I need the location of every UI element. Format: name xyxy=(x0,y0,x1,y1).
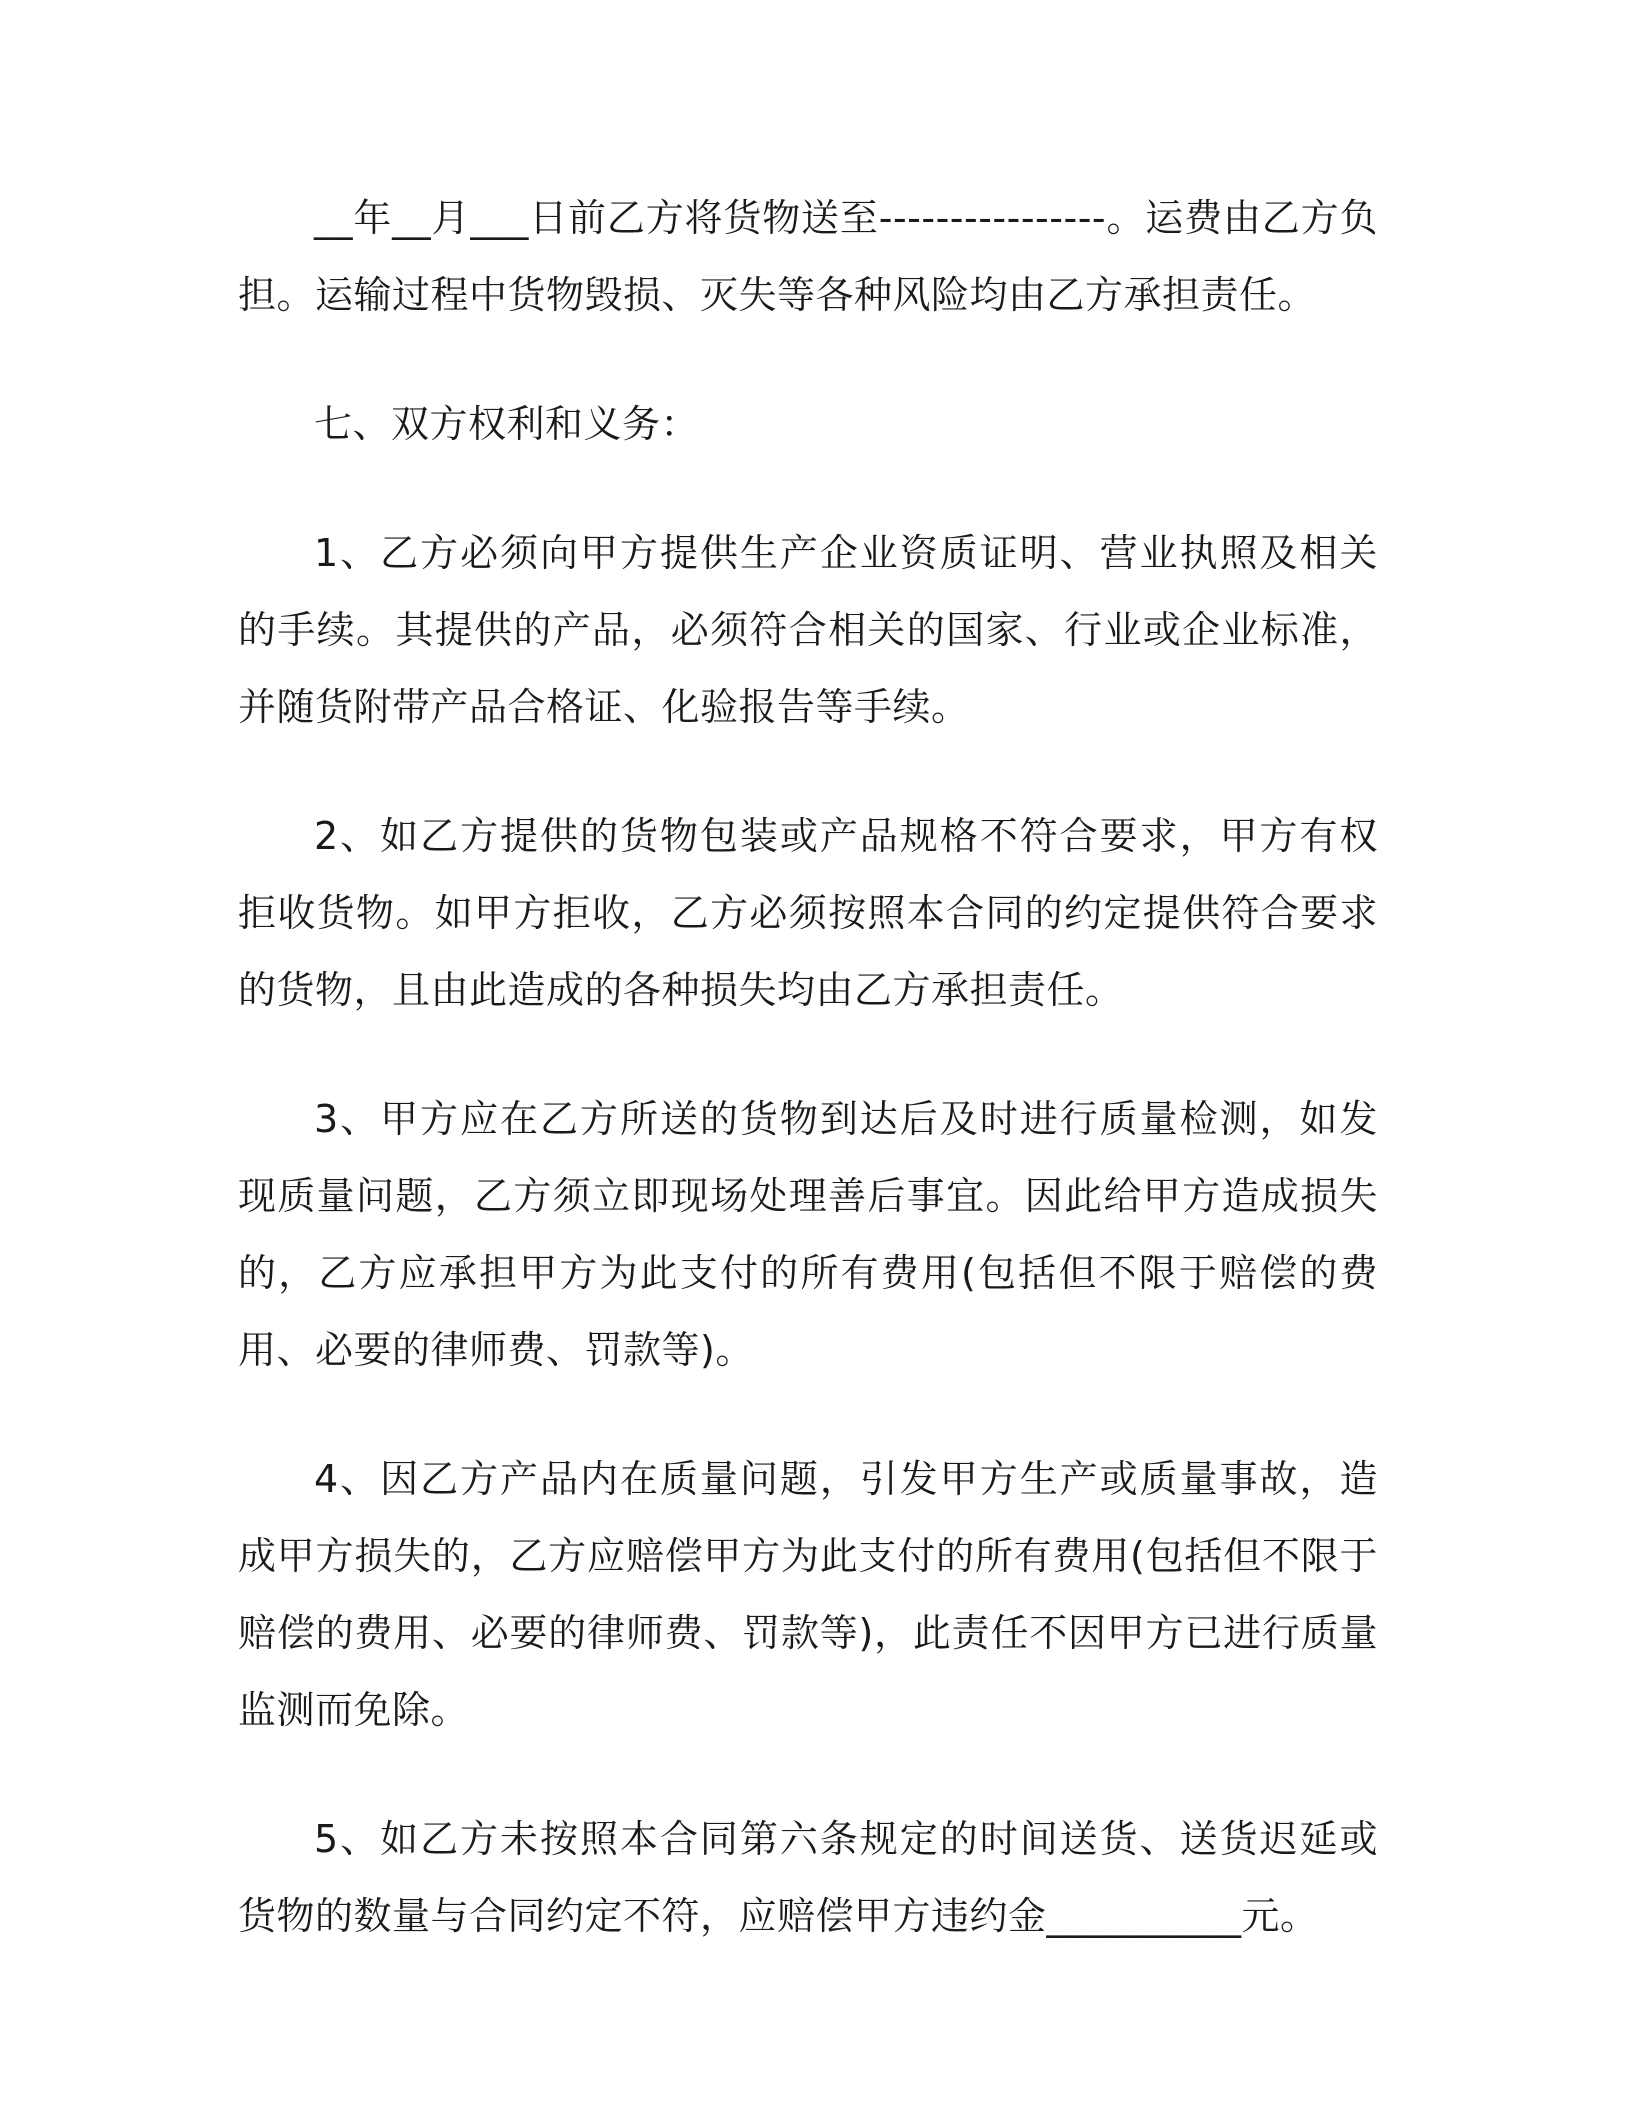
paragraph-clause-3: 3、甲方应在乙方所送的货物到达后及时进行质量检测，如发现质量问题，乙方须立即现场处理善后事宜。因此给甲方造成损失的，乙方应承担甲方为此支付的所有费用(包括但不限于赔偿的费用、必要的律师费、罚款等)。 xyxy=(238,1097,1378,1372)
section-heading-rights-obligations: 七、双方权利和义务： xyxy=(314,402,700,446)
document-body xyxy=(238,180,1378,2007)
paragraph-clause-1: 1、乙方必须向甲方提供生产企业资质证明、营业执照及相关的手续。其提供的产品，必须符合相关的国家、行业或企业标准，并随货附带产品合格证、化验报告等手续。 xyxy=(238,531,1378,729)
paragraph-clause-5: 5、如乙方未按照本合同第六条规定的时间送货、送货迟延或货物的数量与合同约定不符，应赔偿甲方违约金__________元。 xyxy=(238,1817,1378,1938)
paragraph-clause-4: 4、因乙方产品内在质量问题，引发甲方生产或质量事故，造成甲方损失的，乙方应赔偿甲方为此支付的所有费用(包括但不限于赔偿的费用、必要的律师费、罚款等)，此责任不因甲方已进行质量监测而免除。 xyxy=(238,1457,1378,1732)
paragraph-delivery-terms: __年__月___日前乙方将货物送至----------------。运费由乙方负担。运输过程中货物毁损、灭失等各种风险均由乙方承担责任。 xyxy=(238,196,1378,317)
paragraph-clause-2: 2、如乙方提供的货物包装或产品规格不符合要求，甲方有权拒收货物。如甲方拒收，乙方必须按照本合同的约定提供符合要求的货物，且由此造成的各种损失均由乙方承担责任。 xyxy=(238,814,1378,1012)
